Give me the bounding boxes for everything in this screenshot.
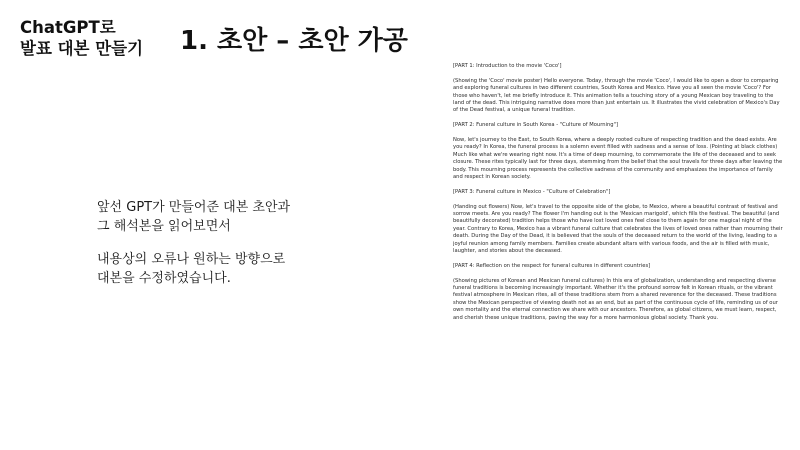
script-part-4-body: (Showing pictures of Korean and Mexican funeral cultures) In this era of globalization, understanding and respecting diverse funeral traditions is becoming increasingly important. Whether it's the profound sorrow felt in Korean rituals, or the vibrant festival atmosphere in Mexican rites, all of these traditions stem from a shared reverence for the deceased. These traditions show the Mexican perspective of viewing death not as an end, but as part of the continuous cycle of life, reminding us of our own mortality and the eternal connection we share with our ancestors. Therefore, as global citizens, we must learn, respect, and cherish these unique traditions, paving the way for a more harmonious global society. Thank you. — [453, 277, 778, 321]
note-line: 앞선 GPT가 만들어준 대본 초안과 — [97, 200, 291, 215]
script-part-2-body: Now, let's journey to the East, to South Korea, where a deeply rooted culture of respecting tradition and the dead exists. Are you ready? In Korea, the funeral process is a solemn event filled with sadness and a sense of loss. (Pointing at black clothes) Much like what we're wearing right now. It's a time of deep mourning, to commemorate the life of the deceased and to seek closure. These rites typically last for three days, stemming from the belief that the soul travels for three days after leaving the body. This mourning process represents the collective sadness of the community and emphasizes the importance of family and respect in Korean society. — [453, 137, 783, 181]
brand-line-1: ChatGPT로 — [20, 18, 116, 37]
script-part-1-body: (Showing the 'Coco' movie poster) Hello everyone. Today, through the movie 'Coco', I would like to open a door to comparing and exploring funeral cultures in two different countries, South Korea and Mexico. Have you all seen the movie 'Coco'? For those who haven't, let me briefly introduce it. This animation tells a touching story of a young Mexican boy traveling to the land of the dead. This intriguing narrative does more than just entertain us. It illustrates the vivid celebration of Mexico's Day of the Dead festival, a unique funeral tradition. — [453, 77, 780, 114]
script-part-1 — [453, 63, 783, 70]
slide-title: 1. 초안 – 초안 가공 — [180, 26, 408, 56]
script-text — [453, 63, 783, 433]
note-line: 그 해석본을 읽어보면서 — [97, 219, 231, 234]
script-part-3 — [453, 189, 783, 196]
part-heading: [PART 4: Reflection on the respect for funeral cultures in different countries] — [453, 262, 651, 269]
part-heading: [PART 1: Introduction to the movie 'Coco'] — [453, 63, 562, 69]
script-part-4 — [453, 263, 783, 270]
note-line: 내용상의 오류나 원하는 방향으로 — [97, 252, 286, 267]
note-line: 대본을 수정하였습니다. — [97, 271, 231, 286]
part-heading: [PART 3: Funeral culture in Mexico - "Culture of Celebration"] — [453, 188, 611, 195]
note-paragraph-1 — [97, 198, 417, 236]
script-part-3-body: (Handing out flowers) Now, let's travel to the opposite side of the globe, to Mexico, where a beautiful contrast of festival and sorrow meets. Are you ready? The flower I'm handing out is the 'Mexican marigold', which fills the festival. The beautiful (and beautifully decorated) tradition helps those who have lost loved ones feel close to them again for one magical night of the year. Contrary to Korea, Mexico has a vibrant funeral culture that celebrates the lives of loved ones rather than mourning their death. During the Day of the Dead, it is believed that the souls of the deceased return to the world of the living, leading to a joyful reunion among family members. Families create abundant altars with various foods, and the air is filled with music, laughter, and stories about the deceased. — [453, 203, 783, 255]
part-heading: [PART 2: Funeral culture in South Korea - "Culture of Mourning"] — [453, 122, 618, 129]
brand-line-2: 발표 대본 만들기 — [20, 39, 144, 58]
left-note — [97, 198, 417, 302]
note-paragraph-2 — [97, 250, 417, 288]
script-part-2 — [453, 122, 783, 129]
brand-title — [20, 17, 170, 59]
